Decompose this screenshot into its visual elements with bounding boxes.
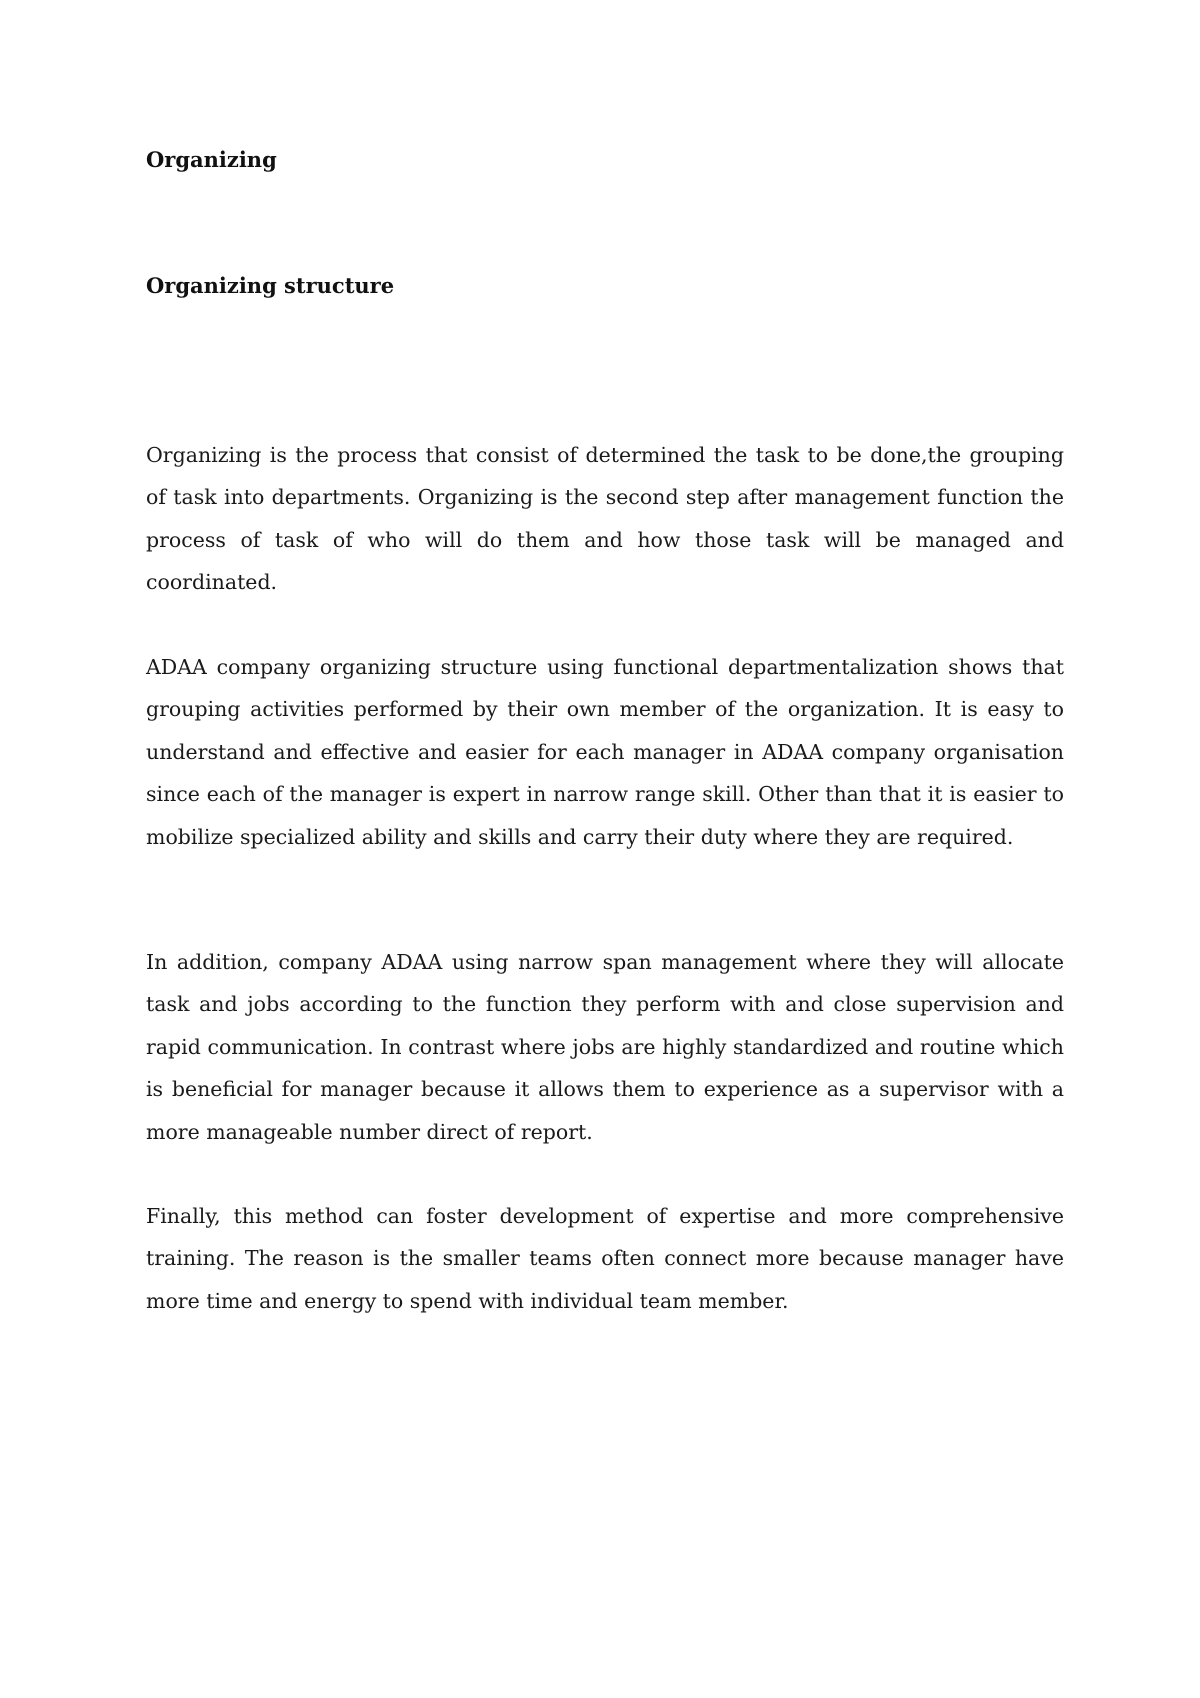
- paragraph-functional-departmentalization: ADAA company organizing structure using functional departmentalization shows that grouping activities performed by their own member of the organization. It is easy to understand and effective and easier for each manager in ADAA company organisation since each of the manager is expert in narrow range skill. Other than that it is easier to mobilize specialized ability and skills and carry their duty where they are required.: [146, 655, 1064, 849]
- section-heading: Organizing structure: [146, 273, 395, 298]
- paragraph-conclusion: Finally, this method can foster development of expertise and more comprehensive training. The reason is the smaller teams often connect more because manager have more time and energy to spend with individual team member.: [146, 1204, 1064, 1313]
- paragraph-definition: Organizing is the process that consist of determined the task to be done,the grouping of task into departments. Organizing is the second step after management function the process of task of who will do them and how those task will be managed and coordinated.: [146, 443, 1064, 595]
- paragraph-narrow-span: In addition, company ADAA using narrow span management where they will allocate task and jobs according to the function they perform with and close supervision and rapid communication. In contrast where jobs are highly standardized and routine which is beneficial for manager because it allows them to experience as a supervisor with a more manageable number direct of report.: [146, 950, 1064, 1144]
- document-title: Organizing: [146, 147, 277, 172]
